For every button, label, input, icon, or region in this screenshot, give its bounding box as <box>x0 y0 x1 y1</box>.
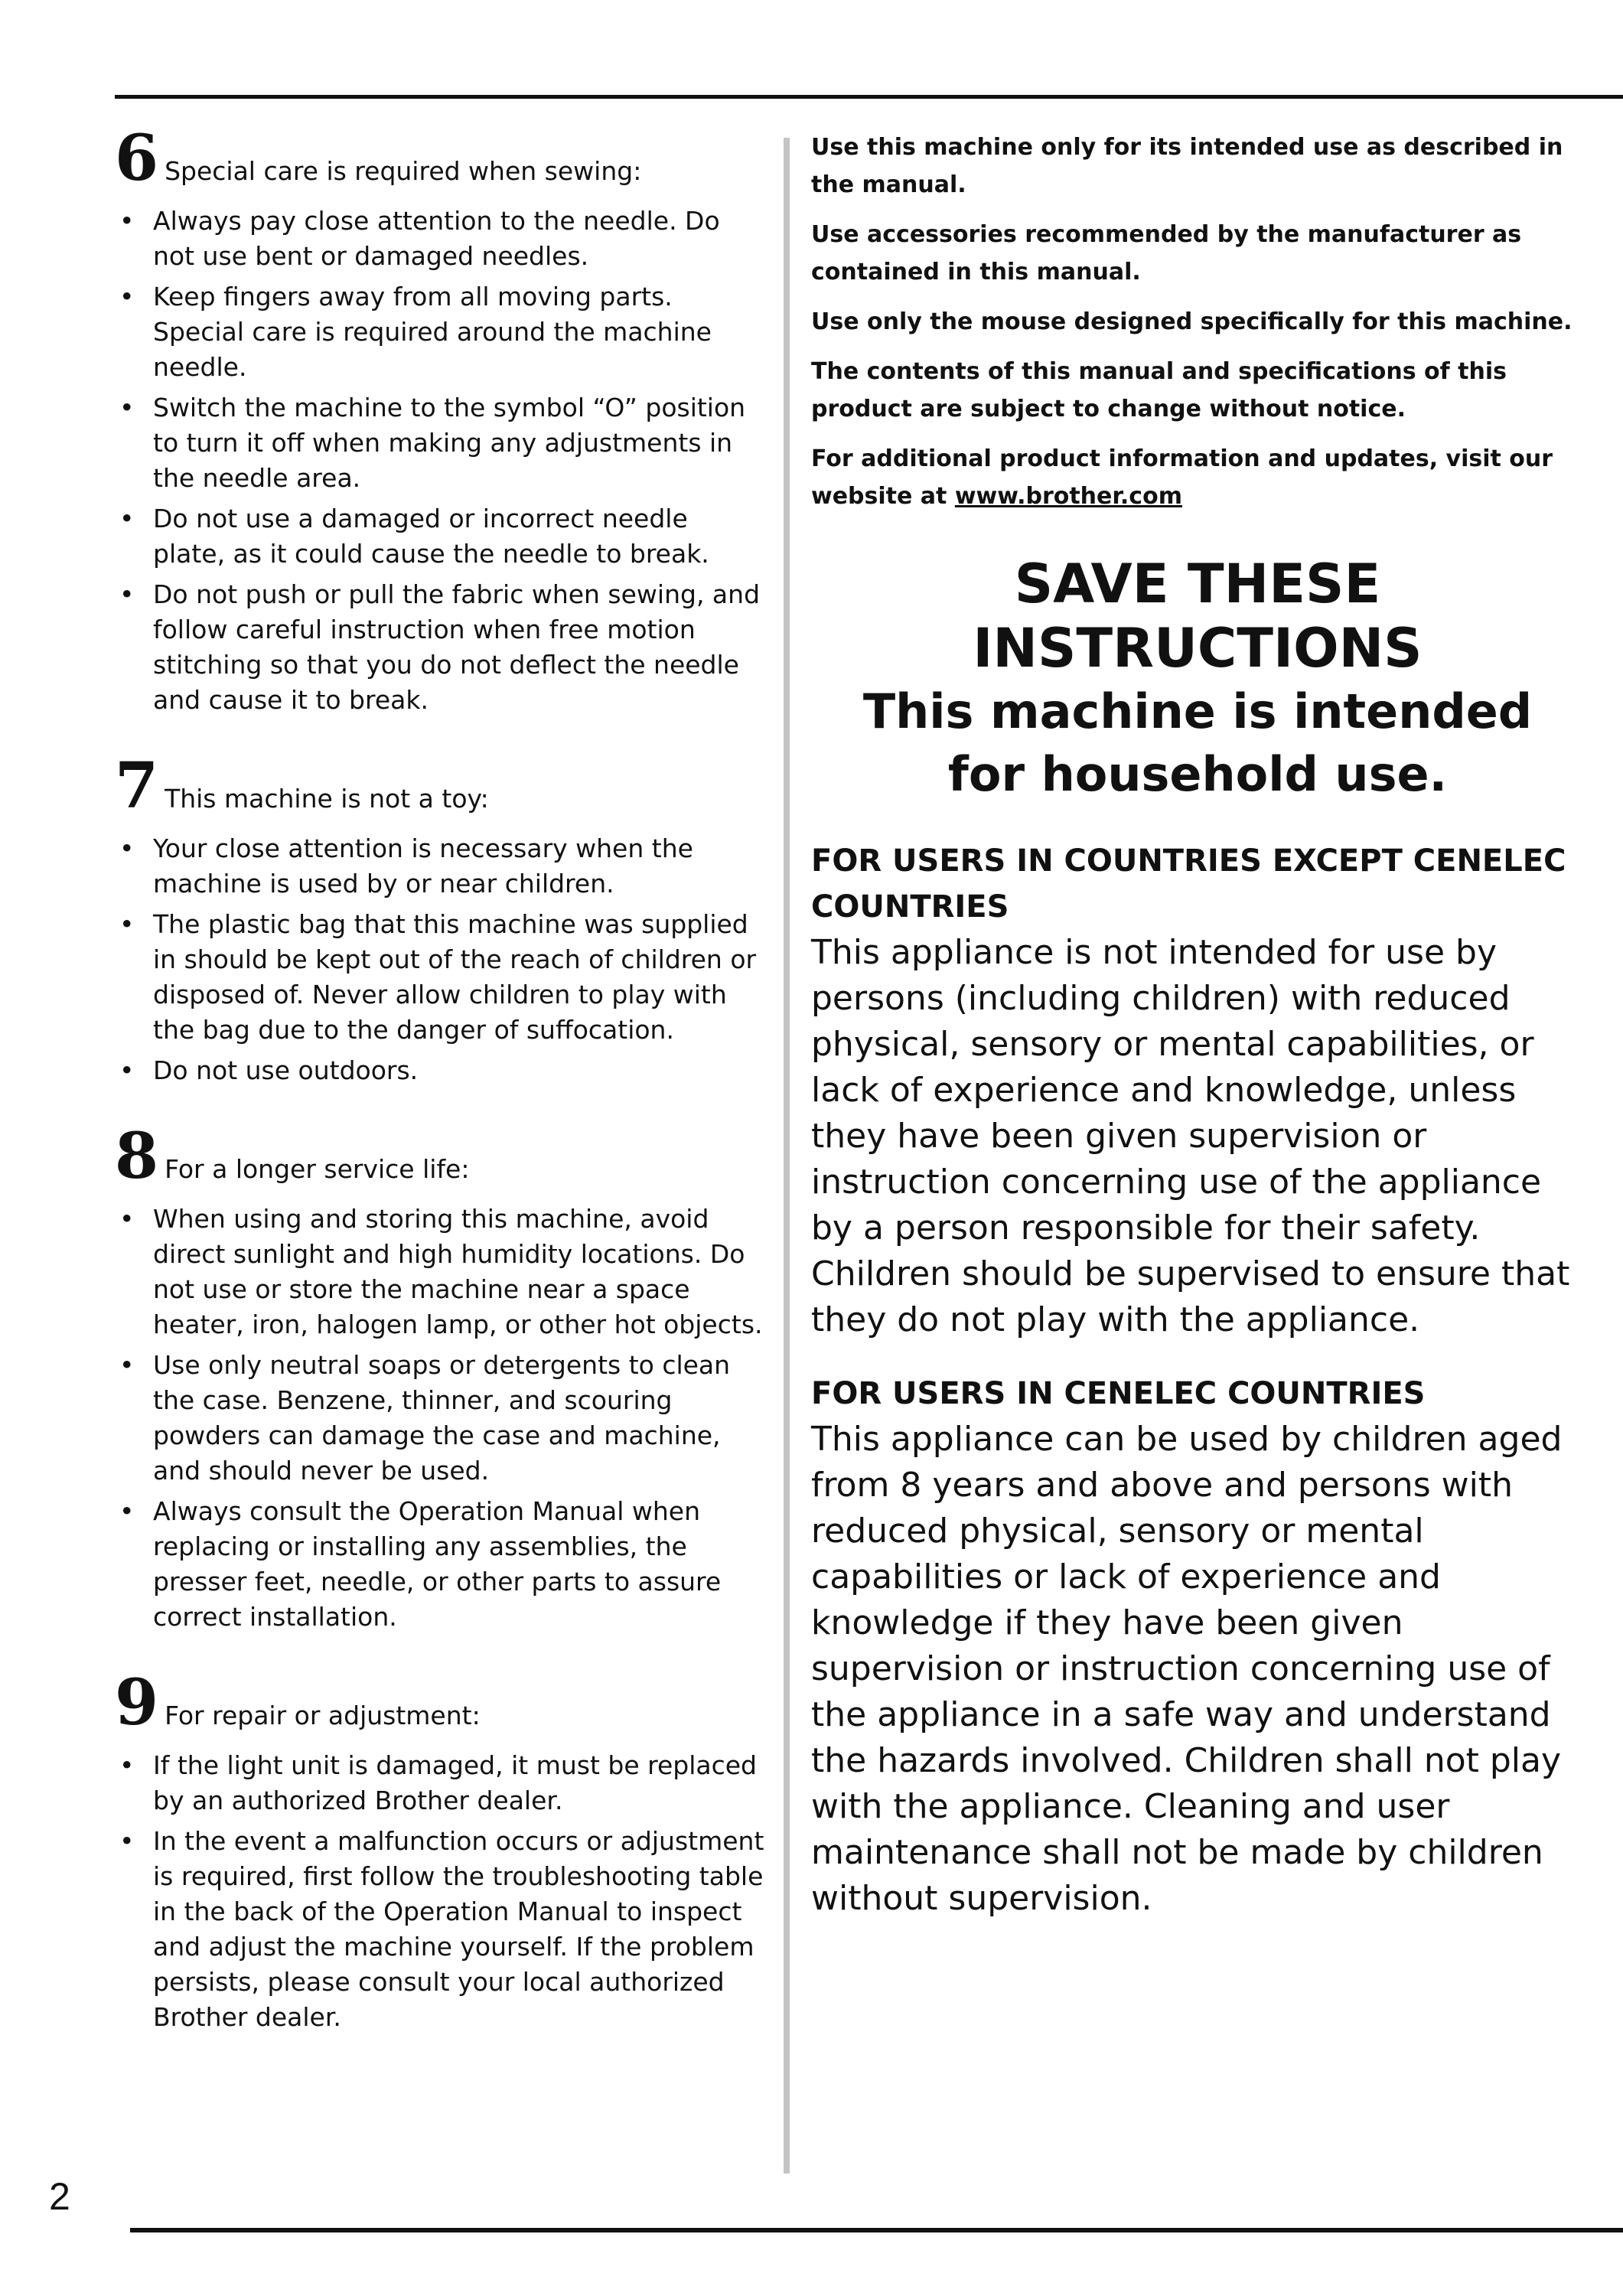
top-rule <box>115 95 1623 99</box>
bullet-item: • Always consult the Operation Manual when replacing or installing any assemblies, the presser feet, needle, or other parts to assure correct installation. <box>115 1494 765 1635</box>
website-notice <box>811 440 1584 515</box>
section-number: 9 <box>115 1666 159 1740</box>
bullet-item: • The plastic bag that this machine was supplied in should be kept out of the reach of children or disposed of. Never allow children to play with the bag due to the danger of suffocation. <box>115 907 765 1048</box>
notice-text: The contents of this manual and specifications of this product are subject to change without notice. <box>811 358 1507 422</box>
bullet-item: • In the event a malfunction occurs or adjustment is required, first follow the troubleshooting table in the back of the Operation Manual to inspect and adjust the machine yourself. If the problem persists, please consult your local authorized Brother dealer. <box>115 1824 765 2035</box>
left-column <box>115 122 765 2072</box>
section-heading <box>115 749 765 823</box>
save-title-line: SAVE THESE <box>1014 553 1381 615</box>
section-title: This machine is not a toy: <box>165 784 489 814</box>
section-title: For a longer service life: <box>165 1154 470 1184</box>
section-9 <box>115 1666 765 2035</box>
section-6 <box>115 122 765 718</box>
save-title-line: INSTRUCTIONS <box>973 617 1423 680</box>
website-notice-text: For additional product information and updates, visit our website at <box>811 445 1553 510</box>
section-heading <box>115 1666 765 1740</box>
bullet-item: • Do not use a damaged or incorrect needle plate, as it could cause the needle to break. <box>115 501 765 572</box>
bullet-list <box>115 204 765 718</box>
bullet-list <box>115 1748 765 2035</box>
notice-text: Use this machine only for its intended use as described in the manual. <box>811 134 1563 198</box>
bullet-item: • Always pay close attention to the needle. Do not use bent or damaged needles. <box>115 204 765 274</box>
cenelec-text: This appliance can be used by children aged from 8 years and above and persons with reduced physical, sensory or mental capabilities or lack of experience and knowledge if they have been given supervision or instruction concerning use of the appliance in a safe way and understand the hazards involved. Children shall not play with the appliance. Cleaning and user maintenance shall not be made by children without supervision. <box>811 1420 1563 1918</box>
bottom-rule <box>130 2228 1623 2232</box>
cenelec-heading: FOR USERS IN CENELEC COUNTRIES <box>811 1376 1426 1411</box>
section-title: Special care is required when sewing: <box>165 156 642 186</box>
bullet-item: • Keep fingers away from all moving parts. Special care is required around the machine needle. <box>115 279 765 385</box>
column-divider <box>784 138 790 2174</box>
section-number: 8 <box>115 1120 159 1193</box>
bullet-item: • When using and storing this machine, avoid direct sunlight and high humidity locations. Do not use or store the machine near a space heater, iron, halogen lamp, or other hot objects. <box>115 1202 765 1342</box>
section-title: For repair or adjustment: <box>165 1701 481 1730</box>
page-number: 2 <box>49 2175 70 2218</box>
save-instructions-title <box>811 552 1584 680</box>
right-column <box>811 129 1584 1949</box>
bullet-item: • If the light unit is damaged, it must be replaced by an authorized Brother dealer. <box>115 1748 765 1818</box>
website-link[interactable]: www.brother.com <box>954 483 1182 510</box>
section-7 <box>115 749 765 1088</box>
section-8 <box>115 1120 765 1635</box>
subtitle-line: for household use. <box>947 746 1448 802</box>
non-cenelec-text: This appliance is not intended for use by persons (including children) with reduced physical, sensory or mental capabilities, or lack of experience and knowledge, unless they have been given supervision or instruction concerning use of the appliance by a person responsible for their safety. Children should be supervised to ensure that they do not play with the appliance. <box>811 933 1570 1339</box>
notice-text: Use only the mouse designed specifically for this machine. <box>811 308 1572 335</box>
subtitle-line: This machine is intended <box>862 683 1533 739</box>
non-cenelec-heading: FOR USERS IN COUNTRIES EXCEPT CENELEC COUNTRIES <box>811 843 1566 925</box>
section-number: 6 <box>115 122 159 195</box>
bullet-list <box>115 831 765 1088</box>
bullet-item: • Switch the machine to the symbol “O” position to turn it off when making any adjustments in the needle area. <box>115 390 765 496</box>
bullet-list <box>115 1202 765 1635</box>
section-number: 7 <box>115 749 159 823</box>
bullet-item: • Your close attention is necessary when the machine is used by or near children. <box>115 831 765 902</box>
bullet-item: • Do not push or pull the fabric when sewing, and follow careful instruction when free motion stitching so that you do not deflect the needle and cause it to break. <box>115 577 765 718</box>
household-use-subtitle <box>811 680 1584 806</box>
section-heading <box>115 1120 765 1193</box>
section-heading <box>115 122 765 195</box>
bullet-item: • Do not use outdoors. <box>115 1053 765 1088</box>
notice-text: Use accessories recommended by the manufacturer as contained in this manual. <box>811 221 1522 285</box>
bullet-item: • Use only neutral soaps or detergents to clean the case. Benzene, thinner, and scouring powders can damage the case and machine, and should never be used. <box>115 1348 765 1489</box>
